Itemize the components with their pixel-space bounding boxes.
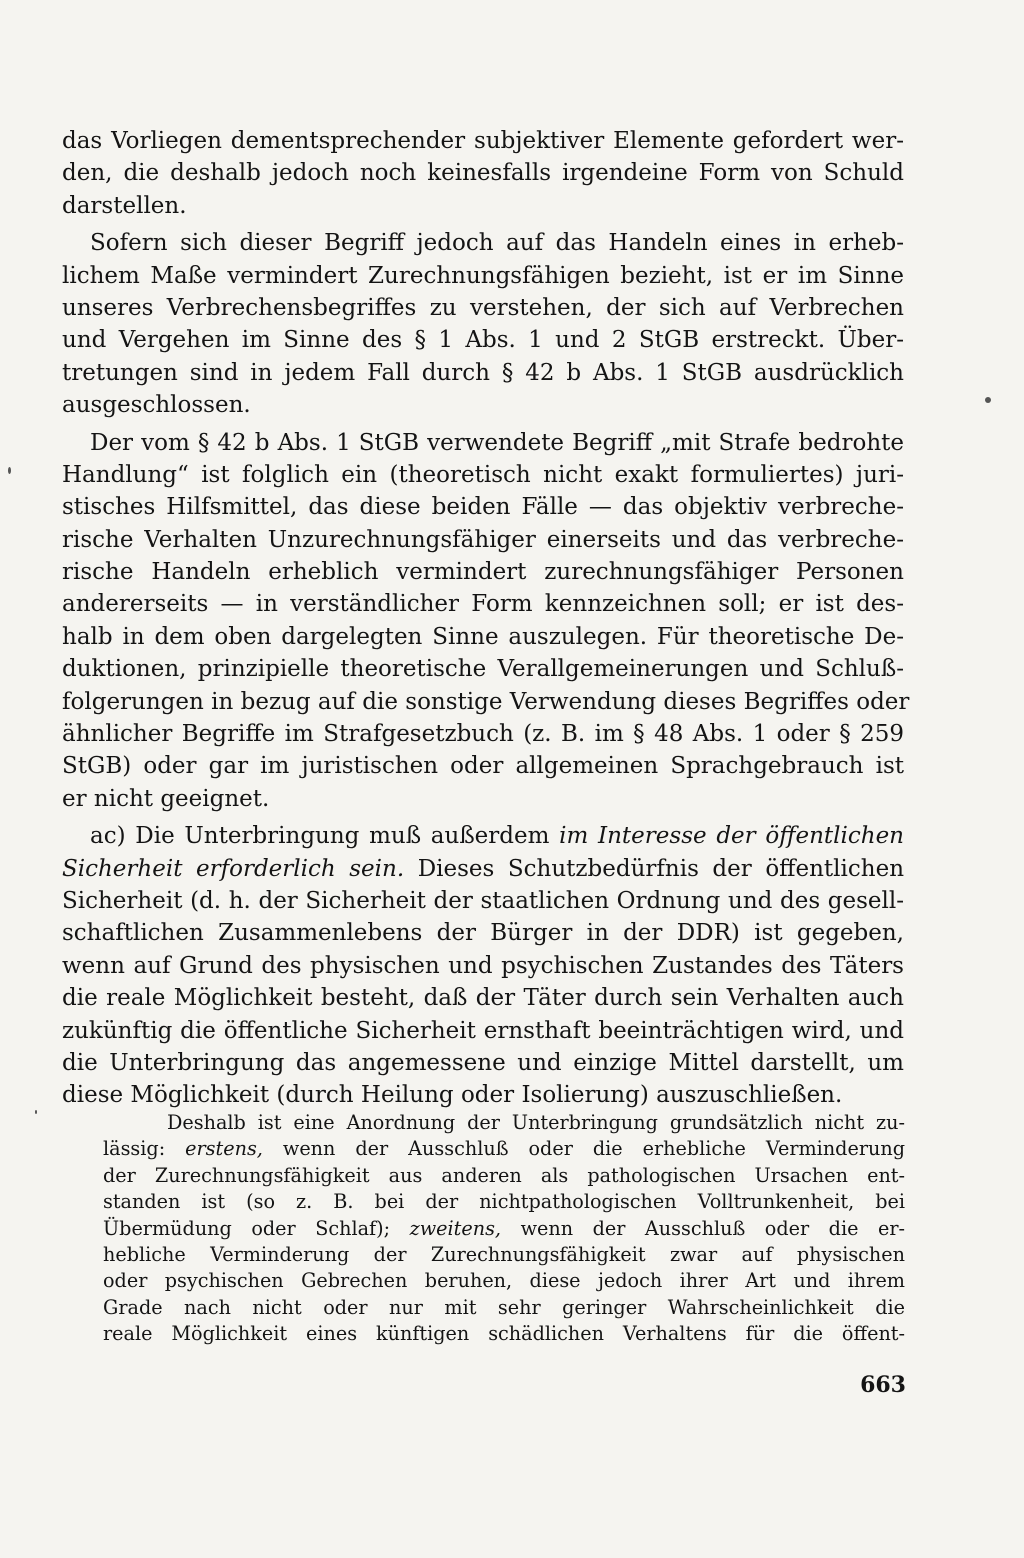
text-line <box>62 820 904 852</box>
text-line: die Unterbringung das angemessene und einzige Mittel darstellt, um <box>62 1049 904 1076</box>
text-line: duktionen, prinzipielle theoretische Verallgemeinerungen und Schluß- <box>62 656 904 683</box>
emphasis-text: im Interesse der öffentlichen <box>559 823 904 850</box>
note-line: oder psychischen Gebrechen beruhen, diese jedoch ihrer Art und ihrem <box>103 1269 905 1293</box>
text-line <box>62 853 904 885</box>
text-line: das Vorliegen dementsprechender subjektiver Elemente gefordert wer- <box>62 128 904 154</box>
text-line: folgerungen in bezug auf die sonstige Verwendung dieses Begriffes oder <box>62 688 910 715</box>
text-line: Handlung“ ist folglich ein (theoretisch nicht exakt formuliertes) juri- <box>62 461 904 488</box>
text-line: rische Handeln erheblich vermindert zurechnungsfähiger Personen <box>62 559 904 586</box>
print-speck <box>985 397 991 403</box>
text-line: halb in dem oben dargelegten Sinne auszulegen. Für theoretische De- <box>62 623 904 650</box>
text-run: wenn der Ausschluß oder die er- <box>501 1216 905 1240</box>
note-line: hebliche Verminderung der Zurechnungsfähigkeit zwar auf physischen <box>103 1242 905 1266</box>
text-line: und Vergehen im Sinne des § 1 Abs. 1 und 2 StGB erstreckt. Über- <box>62 327 904 354</box>
text-line: die reale Möglichkeit besteht, daß der Täter durch sein Verhalten auch <box>62 985 904 1012</box>
text-line: Sicherheit (d. h. der Sicherheit der staatlichen Ordnung und des gesell- <box>62 887 904 914</box>
note-line: standen ist (so z. B. bei der nichtpathologischen Volltrunkenheit, bei <box>103 1190 905 1214</box>
text-line: wenn auf Grund des physischen und psychischen Zustandes des Täters <box>62 952 904 979</box>
note-text <box>103 1110 905 1348</box>
note-line: reale Möglichkeit eines künftigen schädlichen Verhaltens für die öffent- <box>103 1322 905 1346</box>
emphasis-text: zweitens, <box>409 1216 502 1240</box>
text-line: er nicht geeignet. <box>62 785 270 812</box>
text-line: diese Möglichkeit (durch Heilung oder Isolierung) auszuschließen. <box>62 1082 843 1109</box>
text-line: Der vom § 42 b Abs. 1 StGB verwendete Begriff „mit Strafe bedrohte <box>90 429 904 456</box>
note-line: der Zurechnungsfähigkeit aus anderen als pathologischen Ursachen ent- <box>103 1163 905 1187</box>
text-line: lichem Maße vermindert Zurechnungsfähigen bezieht, ist er im Sinne <box>62 262 904 289</box>
note-line: Grade nach nicht oder nur mit sehr geringer Wahrscheinlichkeit die <box>103 1295 905 1319</box>
text-line: ausgeschlossen. <box>62 392 251 419</box>
text-line: StGB) oder gar im juristischen oder allgemeinen Sprachgebrauch ist <box>62 753 904 780</box>
text-line: schaftlichen Zusammenlebens der Bürger in der DDR) ist gegeben, <box>62 920 904 947</box>
text-line: zukünftig die öffentliche Sicherheit ernsthaft beeinträchtigen wird, und <box>62 1017 904 1044</box>
text-line: stisches Hilfsmittel, das diese beiden Fälle — das objektiv verbreche- <box>62 494 904 521</box>
text-run: Dieses Schutzbedürfnis der öffentlichen <box>404 855 905 882</box>
text-run: lässig: <box>103 1137 186 1161</box>
text-line: darstellen. <box>62 192 187 219</box>
text-line: unseres Verbrechensbegriffes zu verstehen, der sich auf Verbrechen <box>62 294 904 321</box>
text-run: wenn der Ausschluß oder die erhebliche Verminderung <box>262 1137 905 1161</box>
page-number: 663 <box>860 1372 906 1398</box>
text-line: rische Verhalten Unzurechnungsfähiger einerseits und das verbreche- <box>62 526 904 553</box>
emphasis-text: erstens, <box>185 1137 263 1161</box>
print-speck <box>8 467 11 474</box>
emphasis-text: Sicherheit erforderlich sein. <box>62 855 405 882</box>
note-line <box>103 1216 905 1242</box>
note-line: Deshalb ist eine Anordnung der Unterbringung grundsätzlich nicht zu- <box>167 1111 905 1134</box>
text-line: den, die deshalb jedoch noch keinesfalls irgendeine Form von Schuld <box>62 160 904 187</box>
text-run: ac) Die Unterbringung muß außerdem <box>90 823 560 850</box>
text-run: Übermüdung oder Schlaf); <box>103 1216 410 1240</box>
print-speck <box>35 1110 37 1114</box>
text-line: Sofern sich dieser Begriff jedoch auf das Handeln eines in erheb- <box>90 230 904 257</box>
main-text <box>62 125 910 1112</box>
note-line <box>103 1136 905 1162</box>
text-line: ähnlicher Begriffe im Strafgesetzbuch (z. B. im § 48 Abs. 1 oder § 259 <box>62 721 904 748</box>
text-line: andererseits — in verständlicher Form kennzeichnen soll; er ist des- <box>62 591 904 618</box>
text-line: tretungen sind in jedem Fall durch § 42 b Abs. 1 StGB ausdrücklich <box>62 359 904 386</box>
